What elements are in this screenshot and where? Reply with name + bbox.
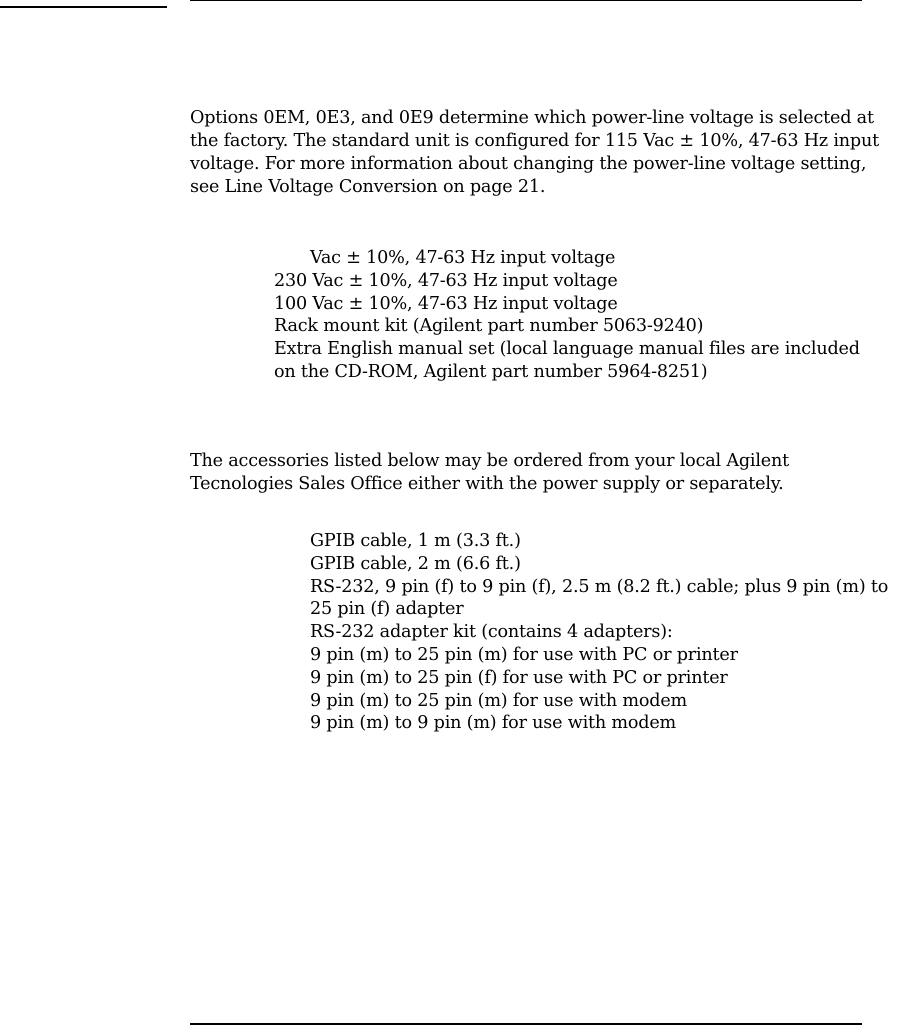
paragraph-line: Options 0EM, 0E3, and 0E9 determine which power-line voltage is selected at [190,108,874,128]
power-line-options-paragraph [190,107,879,199]
list-item: 230 Vac ± 10%, 47-63 Hz input voltage [274,270,618,291]
options-list [274,247,860,384]
paragraph-line: see Line Voltage Conversion on page 21. [190,177,546,197]
list-item: Rack mount kit (Agilent part number 5063-9240) [274,316,704,337]
list-item: Extra English manual set (local language manual files are included [274,339,860,360]
paragraph-line: the factory. The standard unit is configured for 115 Vac ± 10%, 47-63 Hz input [190,131,879,151]
list-item: 100 Vac ± 10%, 47-63 Hz input voltage [274,293,618,314]
list-item: 9 pin (m) to 25 pin (m) for use with modem [310,690,688,711]
list-item: 9 pin (m) to 9 pin (m) for use with modem [310,713,677,734]
header-rule-left [0,6,167,8]
paragraph-line: The accessories listed below may be ordered from your local Agilent [190,451,789,471]
list-item: 9 pin (m) to 25 pin (f) for use with PC or printer [310,667,728,688]
list-item: Vac ± 10%, 47-63 Hz input voltage [310,248,616,268]
list-item: 25 pin (f) adapter [310,599,464,620]
accessories-paragraph [190,450,870,496]
footer-rule [190,1023,862,1025]
list-item: 9 pin (m) to 25 pin (m) for use with PC or printer [310,644,738,665]
header-rule-right [190,0,862,1]
paragraph-line: Tecnologies Sales Office either with the power supply or separately. [190,474,784,494]
list-item: RS-232 adapter kit (contains 4 adapters): [310,622,673,643]
accessories-list [310,530,888,735]
list-item: GPIB cable, 1 m (3.3 ft.) [310,531,521,551]
paragraph-line: voltage. For more information about changing the power-line voltage setting, [190,154,867,174]
list-item: RS-232, 9 pin (f) to 9 pin (f), 2.5 m (8.2 ft.) cable; plus 9 pin (m) to [310,576,889,597]
list-item: GPIB cable, 2 m (6.6 ft.) [310,553,521,574]
list-item: on the CD-ROM, Agilent part number 5964-8251) [274,361,708,382]
